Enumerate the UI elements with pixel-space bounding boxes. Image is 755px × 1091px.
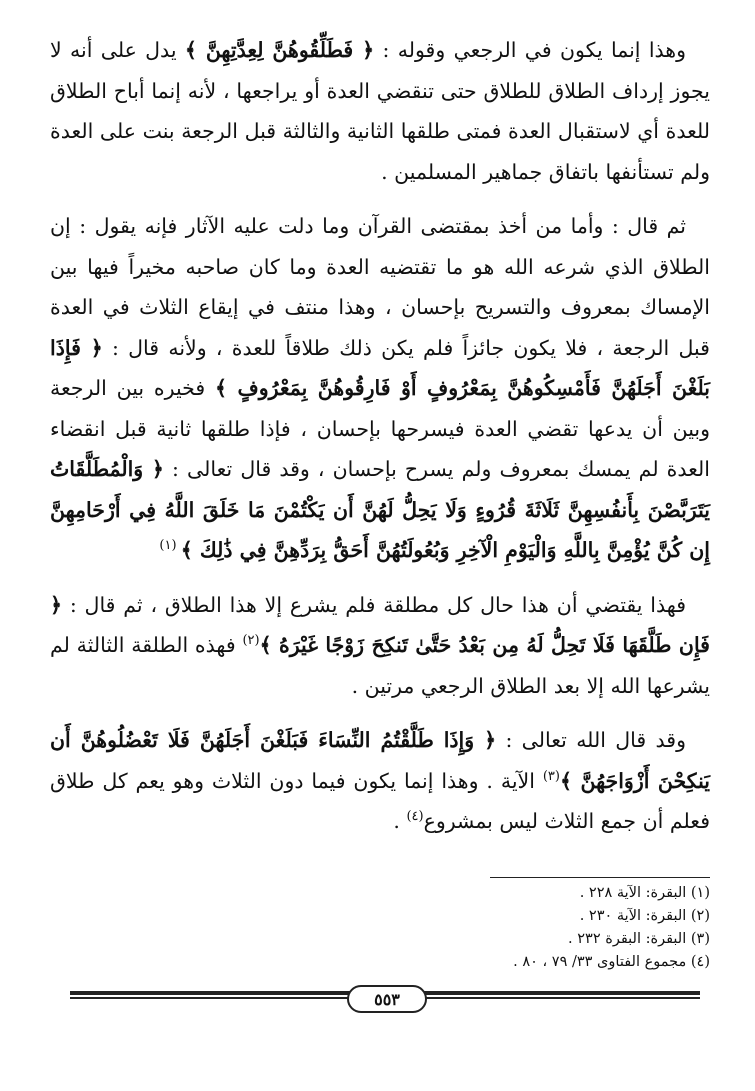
text-run: الآية . وهذا إنما يكون فيما دون الثلاث وهو يعم كل طلاق فعلم أن جمع الثلاث ليس بمشروع <box>50 768 710 833</box>
footnote: (٢) البقرة: الآية ٢٣٠ . <box>579 908 710 924</box>
main-text <box>50 30 710 856</box>
quran-verse: ﴿ فَإِن طَلَّقَهَا فَلَا تَحِلُّ لَهُ مِن بَعْدُ حَتَّىٰ تَنكِحَ زَوْجًا غَيْرَهُ ﴾ <box>50 592 710 657</box>
paragraph <box>50 720 710 842</box>
text-run: . <box>393 809 407 833</box>
paragraph <box>50 585 710 707</box>
text-run: وقد قال الله تعالى : <box>496 728 686 752</box>
paragraph <box>50 206 710 571</box>
text-run: فهذا يقتضي أن هذا حال كل مطلقة فلم يشرع إلا هذا الطلاق ، ثم قال : <box>62 592 686 617</box>
text-run: فهذه الطلقة الثالثة لم يشرعها الله إلا بعد الطلاق الرجعي مرتين . <box>50 633 710 698</box>
text-run: وهذا إنما يكون في الرجعي وقوله : <box>374 38 686 62</box>
footnote: (١) البقرة: الآية ٢٢٨ . <box>579 885 710 901</box>
footnote-ref: (١) <box>159 538 181 554</box>
quran-verse: ﴿ وَالْمُطَلَّقَاتُ يَتَرَبَّصْنَ بِأَنفُسِهِنَّ ثَلَاثَةَ قُرُوءٍ وَلَا يَحِلُّ لَهُنَّ أَن يَكْتُمْنَ مَا خَلَقَ اللَّهُ فِي أَرْحَامِهِنَّ إِن كُنَّ يُؤْمِنَّ بِاللَّهِ وَالْيَوْمِ الْآخِرِ وَبُعُولَتُهُنَّ أَحَقُّ بِرَدِّهِنَّ فِي ذَٰلِكَ ﴾ <box>50 457 710 562</box>
page-number: ٥٥٣ <box>347 985 427 1013</box>
page-footer <box>70 985 700 1025</box>
text-run: ثم قال : وأما من أخذ بمقتضى القرآن وما دلت عليه الآثار فإنه يقول : إن الطلاق الذي شرعه الله هو ما تقتضيه العدة وما كان صاحبه مخيراً فيها بين الإمساك بمعروف والتسريح بإحسان ، وهذا منتف في إيقاع الثلاث في العدة قبل الرجعة ، فلا يكون جائزاً فلم يكن ذلك طلاقاً للعدة ، ولأنه قال : <box>50 214 710 360</box>
footnote: (٤) مجموع الفتاوى ٣٣/ ٧٩ ، ٨٠ . <box>513 954 710 970</box>
quran-verse: ﴿ فَإِذَا بَلَغْنَ أَجَلَهُنَّ فَأَمْسِكُوهُنَّ بِمَعْرُوفٍ أَوْ فَارِقُوهُنَّ بِمَعْرُوفٍ ﴾ <box>50 335 710 400</box>
footnote-ref: (٤) <box>406 809 424 825</box>
quran-verse: ﴿ وَإِذَا طَلَّقْتُمُ النِّسَاءَ فَبَلَغْنَ أَجَلَهُنَّ فَلَا تَعْضُلُوهُنَّ أَن يَنكِحْنَ أَزْوَاجَهُنَّ ﴾ <box>50 728 710 793</box>
text-run: فخيره بين الرجعة وبين أن يدعها تقضي العدة فيسرحها بإحسان ، فإذا طلقها ثانية قبل انقضاء العدة لم يمسك بمعروف ولم يسرح بإحسان ، وقد قال تعالى : <box>50 376 710 481</box>
footnote-ref: (٢) <box>242 633 260 649</box>
quran-verse: ﴿ فَطَلِّقُوهُنَّ لِعِدَّتِهِنَّ ﴾ <box>184 38 375 62</box>
text-run: يدل على أنه لا يجوز إرداف الطلاق للطلاق حتى تنقضي العدة أو يراجعها ، لأنه إنما أباح الطلاق للعدة أي لاستقبال العدة فمتى طلقها الثانية والثالثة قبل الرجعة بنت على العدة ولم تستأنفها باتفاق جماهير المسلمين . <box>50 38 710 184</box>
footnote: (٣) البقرة: البقرة ٢٣٢ . <box>568 931 710 947</box>
paragraph <box>50 30 710 192</box>
footnotes <box>310 882 710 974</box>
footnote-ref: (٣) <box>542 768 560 784</box>
footnote-divider <box>490 877 710 878</box>
